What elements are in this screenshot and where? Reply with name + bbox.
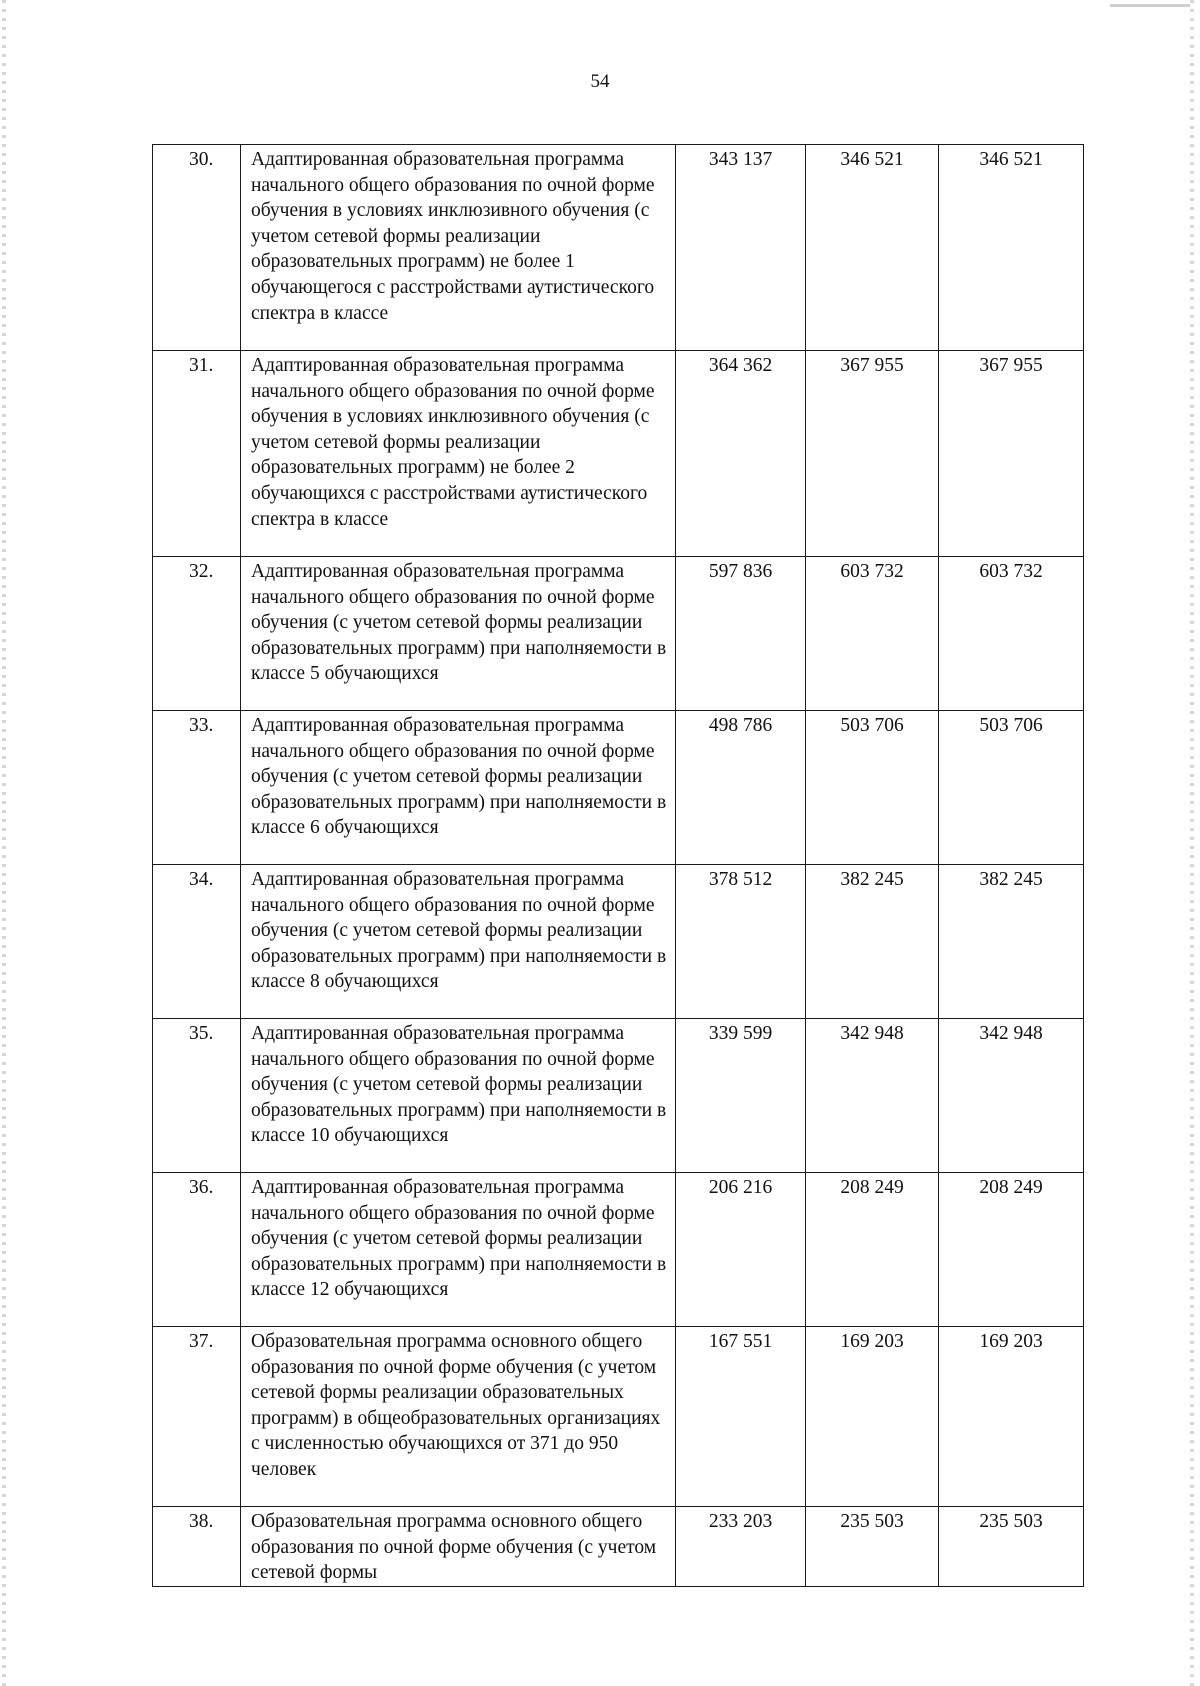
value-cell-3: 235 503: [939, 1507, 1084, 1587]
value-cell-2: 367 955: [806, 351, 939, 557]
row-number: 34.: [153, 865, 241, 1019]
program-description: Адаптированная образовательная программа начального общего образования по очной форме обучения (с учетом сетевой формы реализации образовательных программ) при наполняемости в классе 10 обучающихся: [241, 1019, 676, 1173]
table-row: [153, 145, 1084, 351]
row-number: 33.: [153, 711, 241, 865]
value-cell-1: 597 836: [676, 557, 806, 711]
value-cell-2: 342 948: [806, 1019, 939, 1173]
table-row: [153, 1507, 1084, 1587]
row-number: 30.: [153, 145, 241, 351]
page-number: 54: [590, 71, 610, 92]
program-description: Адаптированная образовательная программа начального общего образования по очной форме обучения в условиях инклюзивного обучения (с учетом сетевой формы реализации образовательных программ) не более 2 обучающихся с расстройствами аутистического спектра в классе: [241, 351, 676, 557]
scan-corner-mark: [1110, 4, 1190, 7]
value-cell-3: 603 732: [939, 557, 1084, 711]
value-cell-2: 603 732: [806, 557, 939, 711]
program-description: Адаптированная образовательная программа начального общего образования по очной форме обучения (с учетом сетевой формы реализации образовательных программ) при наполняемости в классе 8 обучающихся: [241, 865, 676, 1019]
program-description: Образовательная программа основного общего образования по очной форме обучения (с учетом сетевой формы реализации образовательных программ) в общеобразовательных организациях с численностью обучающихся от 371 до 950 человек: [241, 1327, 676, 1507]
table-row: [153, 711, 1084, 865]
value-cell-3: 382 245: [939, 865, 1084, 1019]
value-cell-1: 206 216: [676, 1173, 806, 1327]
table-row: [153, 1173, 1084, 1327]
row-number: 35.: [153, 1019, 241, 1173]
value-cell-3: 208 249: [939, 1173, 1084, 1327]
value-cell-3: 367 955: [939, 351, 1084, 557]
program-description: Адаптированная образовательная программа начального общего образования по очной форме обучения (с учетом сетевой формы реализации образовательных программ) при наполняемости в классе 12 обучающихся: [241, 1173, 676, 1327]
value-cell-2: 382 245: [806, 865, 939, 1019]
program-description: Образовательная программа основного общего образования по очной форме обучения (с учетом сетевой формы: [241, 1507, 676, 1587]
row-number: 36.: [153, 1173, 241, 1327]
value-cell-1: 364 362: [676, 351, 806, 557]
value-cell-2: 169 203: [806, 1327, 939, 1507]
value-cell-1: 498 786: [676, 711, 806, 865]
value-cell-3: 503 706: [939, 711, 1084, 865]
scan-edge-right: [1190, 0, 1194, 1686]
row-number: 38.: [153, 1507, 241, 1587]
table-row: [153, 351, 1084, 557]
value-cell-2: 235 503: [806, 1507, 939, 1587]
value-cell-3: 169 203: [939, 1327, 1084, 1507]
value-cell-3: 346 521: [939, 145, 1084, 351]
value-cell-2: 346 521: [806, 145, 939, 351]
table-row: [153, 865, 1084, 1019]
funding-table: [152, 144, 1084, 1587]
value-cell-1: 378 512: [676, 865, 806, 1019]
value-cell-1: 167 551: [676, 1327, 806, 1507]
table-row: [153, 1019, 1084, 1173]
table-row: [153, 557, 1084, 711]
row-number: 31.: [153, 351, 241, 557]
row-number: 32.: [153, 557, 241, 711]
value-cell-2: 208 249: [806, 1173, 939, 1327]
table-row: [153, 1327, 1084, 1507]
value-cell-1: 339 599: [676, 1019, 806, 1173]
value-cell-1: 343 137: [676, 145, 806, 351]
row-number: 37.: [153, 1327, 241, 1507]
program-description: Адаптированная образовательная программа начального общего образования по очной форме обучения (с учетом сетевой формы реализации образовательных программ) при наполняемости в классе 6 обучающихся: [241, 711, 676, 865]
value-cell-2: 503 706: [806, 711, 939, 865]
scan-edge-left: [2, 0, 6, 1686]
value-cell-1: 233 203: [676, 1507, 806, 1587]
program-description: Адаптированная образовательная программа начального общего образования по очной форме обучения (с учетом сетевой формы реализации образовательных программ) при наполняемости в классе 5 обучающихся: [241, 557, 676, 711]
program-description: Адаптированная образовательная программа начального общего образования по очной форме обучения в условиях инклюзивного обучения (с учетом сетевой формы реализации образовательных программ) не более 1 обучающегося с расстройствами аутистического спектра в классе: [241, 145, 676, 351]
value-cell-3: 342 948: [939, 1019, 1084, 1173]
